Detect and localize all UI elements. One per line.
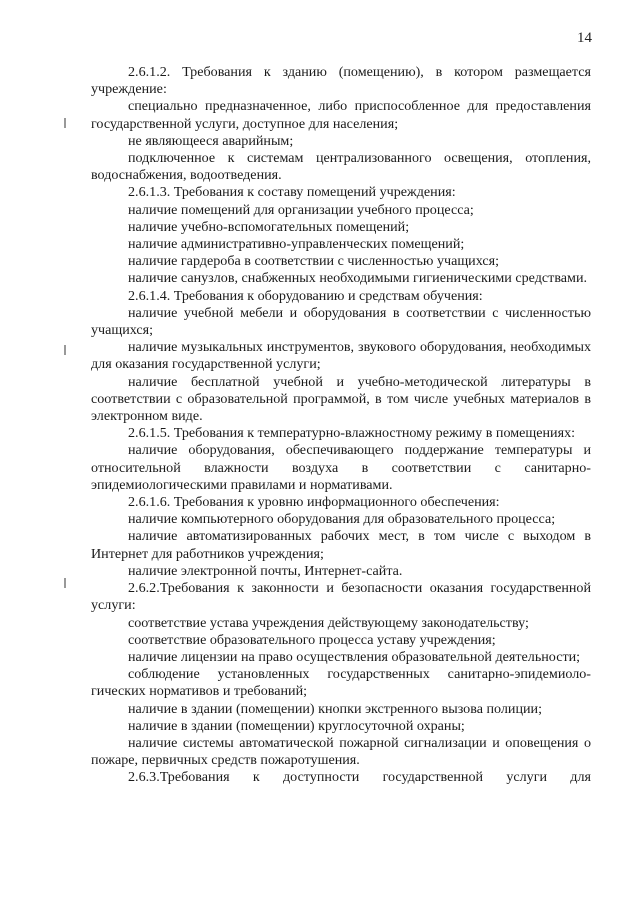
paragraph: наличие автоматизированных рабочих мест, в том числе с выходом в Интернет для работников учреждения; [91,528,591,562]
paragraph: наличие гардероба в соответствии с численностью учащихся; [128,253,500,270]
paragraph: 2.6.1.5. Требования к температурно-влажностному режиму в помещениях: [128,425,576,442]
paragraph: 2.6.1.2. Требования к зданию (помещению), в котором размещается учреждение: [91,64,591,98]
paragraph: наличие бесплатной учебной и учебно-методической литературы в соответствии с образовательной программой, в том числе учебных материалов в электронном виде. [91,373,591,425]
paragraph: специально предназначенное, либо приспособленное для предоставления государственной услуги, доступное для населения; [91,98,591,132]
paragraph: подключенное к системам централизованного освещения, отопления, водоснабжения, водоотведения. [91,150,591,184]
document-body [91,64,591,787]
margin-mark [64,118,66,128]
paragraph: соответствие образовательного процесса уставу учреждения; [128,631,496,648]
paragraph: наличие учебно-вспомогательных помещений; [128,218,410,235]
page-number: 14 [577,30,592,46]
margin-mark [64,578,66,588]
paragraph: 2.6.1.3. Требования к составу помещений учреждения: [128,184,456,201]
paragraph: не являющееся аварийным; [128,132,294,149]
paragraph: наличие санузлов, снабженных необходимыми гигиеническими средствами. [128,270,588,287]
paragraph: наличие в здании (помещении) круглосуточной охраны; [128,717,465,734]
paragraph: наличие компьютерного оборудования для образовательного процесса; [128,511,556,528]
paragraph: наличие музыкальных инструментов, звукового оборудования, необходимых для оказания государственной услуги; [91,339,591,373]
paragraph: наличие оборудования, обеспечивающего поддержание температуры и относительной влажности воздуха в соответствии с санитарно-эпидемиологическими правилами и нормативами. [91,442,591,493]
paragraph: 2.6.1.6. Требования к уровню информационного обеспечения: [128,494,500,511]
paragraph: наличие лицензии на право осуществления образовательной деятельности; [128,648,581,665]
paragraph: 2.6.3.Требования к доступности государственной услуги для [128,769,591,786]
paragraph: наличие в здании (помещении) кнопки экстренного вызова полиции; [128,700,542,717]
paragraph: 2.6.1.4. Требования к оборудованию и средствам обучения: [128,287,483,304]
paragraph: наличие электронной почты, Интернет-сайта. [128,562,403,579]
paragraph: наличие учебной мебели и оборудования в соответствии с численностью учащихся; [91,304,591,339]
paragraph: соответствие устава учреждения действующему законодательству; [128,614,529,631]
paragraph: наличие административно-управленческих помещений; [128,236,465,253]
paragraph: соблюдение установленных государственных санитарно-эпидемиоло-гических нормативов и требований; [91,666,591,700]
paragraph: наличие помещений для организации учебного процесса; [128,201,474,218]
paragraph: 2.6.2.Требования к законности и безопасности оказания государственной услуги: [91,580,591,614]
margin-mark [64,345,66,355]
paragraph: наличие системы автоматической пожарной сигнализации и оповещения о пожаре, первичных средств пожаротушения. [91,734,591,769]
